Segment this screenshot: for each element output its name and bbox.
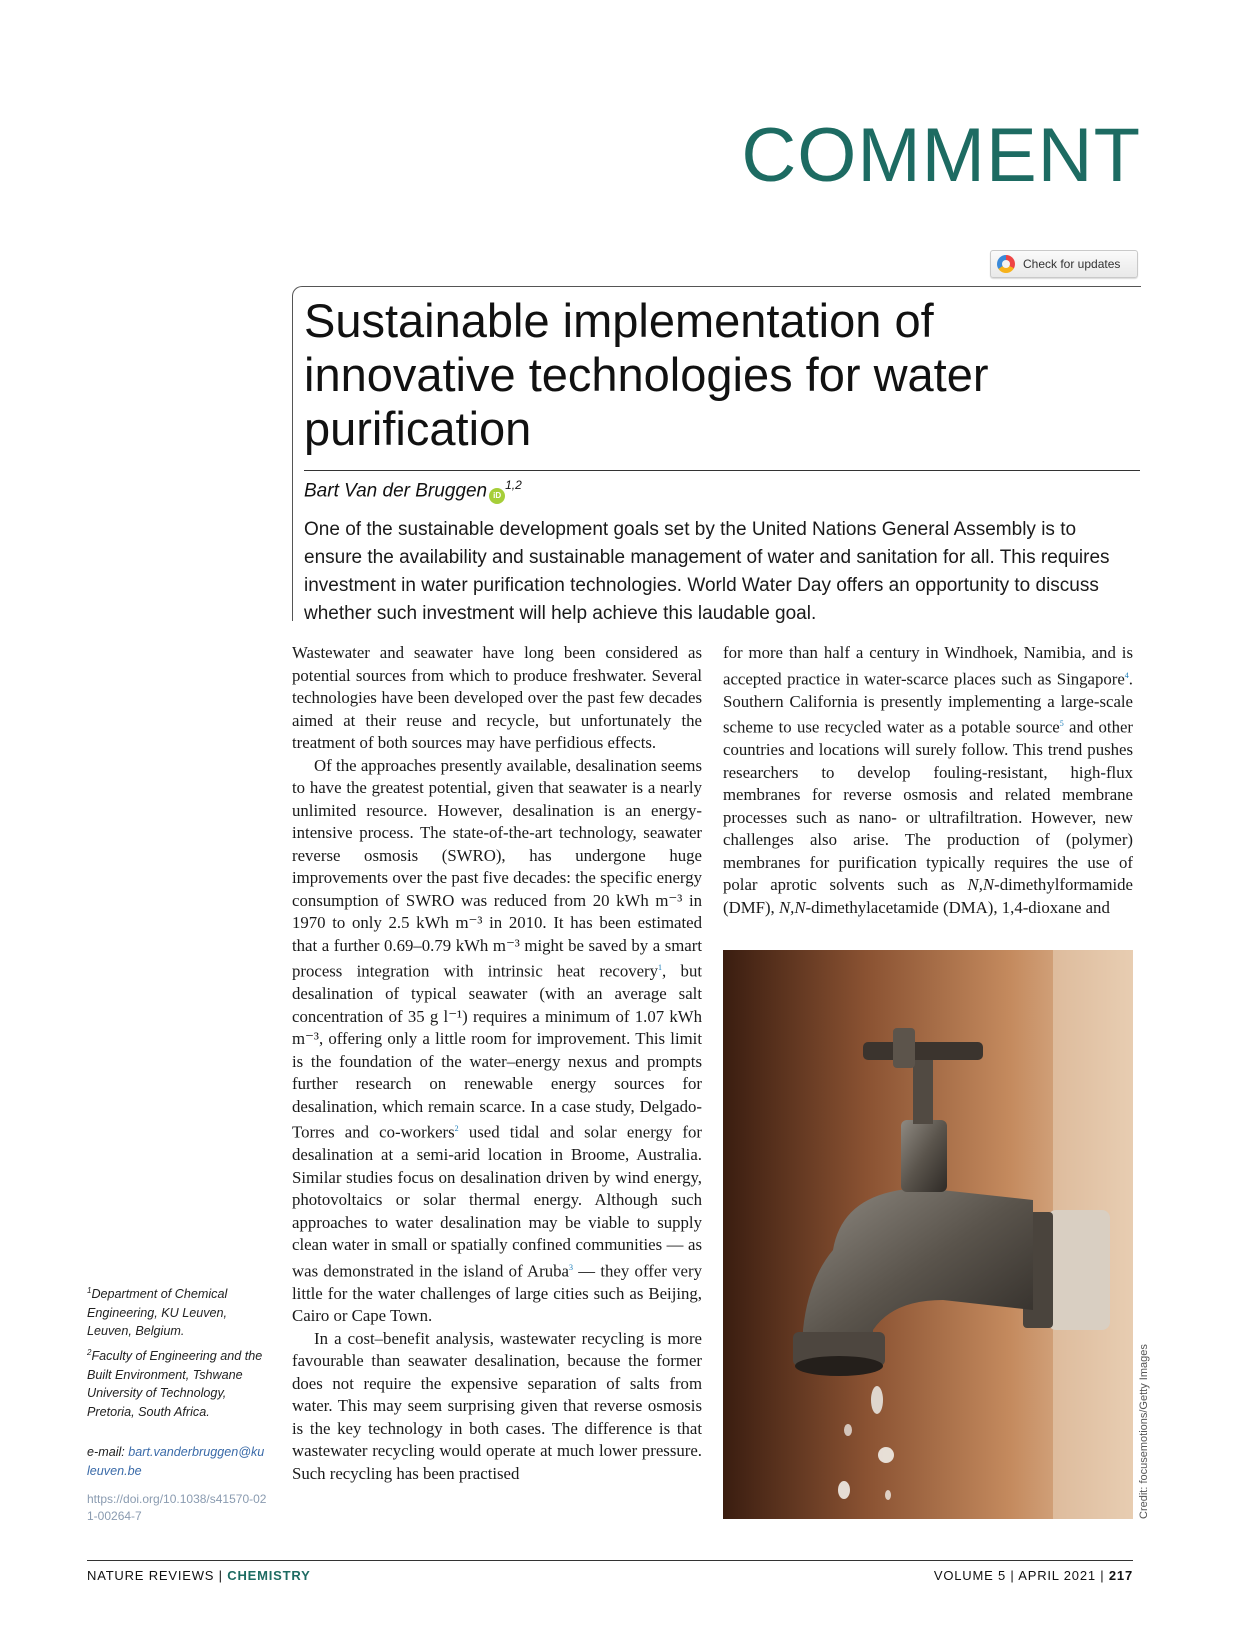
photo-credit: Credit: focusemotions/Getty Images	[1138, 1344, 1150, 1519]
title-divider	[304, 470, 1140, 471]
author-affiliation-refs: 1,2	[505, 478, 522, 492]
body-column-2	[723, 642, 1133, 919]
page-number: 217	[1108, 1568, 1133, 1583]
body-paragraph: In a cost–benefit analysis, wastewater recycling is more favourable than seawater desalination, because the former does not require the expensive separation of salts from water. This may seem surprising given that reverse osmosis is the key technology in both cases. The difference is that wastewater recycling would operate at much lower pressure. Such recycling has been practised	[292, 1328, 702, 1483]
reference-link[interactable]: 1	[658, 963, 663, 972]
check-for-updates-label: Check for updates	[1023, 257, 1121, 271]
section-label: COMMENT	[741, 113, 1141, 198]
author-line	[304, 478, 522, 504]
check-for-updates-button[interactable]	[990, 250, 1138, 278]
orcid-icon[interactable]: iD	[489, 488, 505, 504]
reference-link[interactable]: 2	[454, 1124, 459, 1134]
water-tap-photo	[723, 950, 1133, 1519]
footer-divider	[87, 1560, 1133, 1561]
author-name: Bart Van der Bruggen	[304, 480, 488, 502]
body-paragraph: Wastewater and seawater have long been considered as potential sources from which to produce freshwater. Several technologies have been developed over the past few decades aimed at their reuse and recycle, but unfortunately the treatment of both sources may have perfidious effects.	[292, 643, 702, 752]
journal-name: NATURE REVIEWS | CHEMISTRY	[87, 1568, 311, 1583]
email-line: e-mail: bart.vanderbruggen@kuleuven.be	[87, 1445, 265, 1478]
issue-info: VOLUME 5 | APRIL 2021 | 217	[933, 1568, 1133, 1583]
crossmark-icon	[997, 255, 1015, 273]
journal-subject: CHEMISTRY	[227, 1568, 311, 1583]
body-paragraph: Of the approaches presently available, desalination seems to have the greatest potential, given that seawater is a nearly unlimited resource. However, desalination is an energy-intensive process. The state-of-the-art technology, seawater reverse osmosis (SWRO), has undergone huge improvements over the past five decades: the specific energy consumption of SWRO was reduced from 20 kWh m⁻³ in 1970 to only 2.5 kWh m⁻³ in 2010. It has been estimated that a further 0.69–0.79 kWh m⁻³ might be saved by a smart process integration with intrinsic heat recovery$^1$, but desalination of typical seawater (with an average salt concentration of 35 g l⁻¹) requires a minimum of 1.07 kWh m⁻³, offering only a little room for improvement. This limit is the foundation of the water–energy nexus and prompts further research on renewable energy sources for desalination, which remain scarce. In a case study, Delgado-Torres and co-workers$^2$ used tidal and solar energy for desalination at a semi-arid location in Broome, Australia. Similar studies focus on desalination driven by wind energy, photovoltaics or solar thermal energy. Although such approaches to water desalination may be viable to supply clean water in small or spatially confined communities — as was demonstrated in the island of Aruba$^3$ — they offer very little for the water challenges of large cities such as Beijing, Cairo or Cape Town.	[292, 755, 703, 1326]
affiliation-1: $^1$Department of Chemical Engineering, KU Leuven, Leuven, Belgium.	[87, 1286, 228, 1339]
body-paragraph: for more than half a century in Windhoek, Namibia, and is accepted practice in water-scarce places such as Singapore$^4$. Southern California is presently implementing a large-scale scheme to use recycled water as a potable source$^5$ and other countries and locations will surely follow. This trend pushes researchers to develop fouling-resistant, high-flux membranes for reverse osmosis and related membrane processes such as nano- or ultrafiltration. However, new challenges also arise. The production of (polymer) membranes for purification typically requires the use of polar aprotic solvents such as N,N-dimethylformamide (DMF), N,N-dimethylacetamide (DMA), 1,4-dioxane and	[723, 643, 1133, 917]
reference-link[interactable]: 3	[568, 1262, 573, 1272]
email-link[interactable]: bart.vanderbruggen@kuleuven.be	[87, 1445, 265, 1478]
article-title: Sustainable implementation of innovative technologies for water purification	[304, 294, 989, 455]
affiliation-2: $^2$Faculty of Engineering and the Built Environment, Tshwane University of Technology, Pretoria, South Africa.	[87, 1348, 263, 1419]
reference-link[interactable]: 5	[1059, 719, 1064, 729]
reference-link[interactable]: 4	[1124, 670, 1129, 680]
body-column-1	[292, 642, 702, 1485]
standfirst: One of the sustainable development goals set by the United Nations General Assembly is to ensure the availability and sustainable management of water and sanitation for all. This requires investment in water purification technologies. World Water Day offers an opportunity to discuss whether such investment will help achieve this laudable goal.	[304, 519, 1110, 624]
doi-link[interactable]: https://doi.org/10.1038/s41570-021-00264-7	[87, 1492, 267, 1523]
